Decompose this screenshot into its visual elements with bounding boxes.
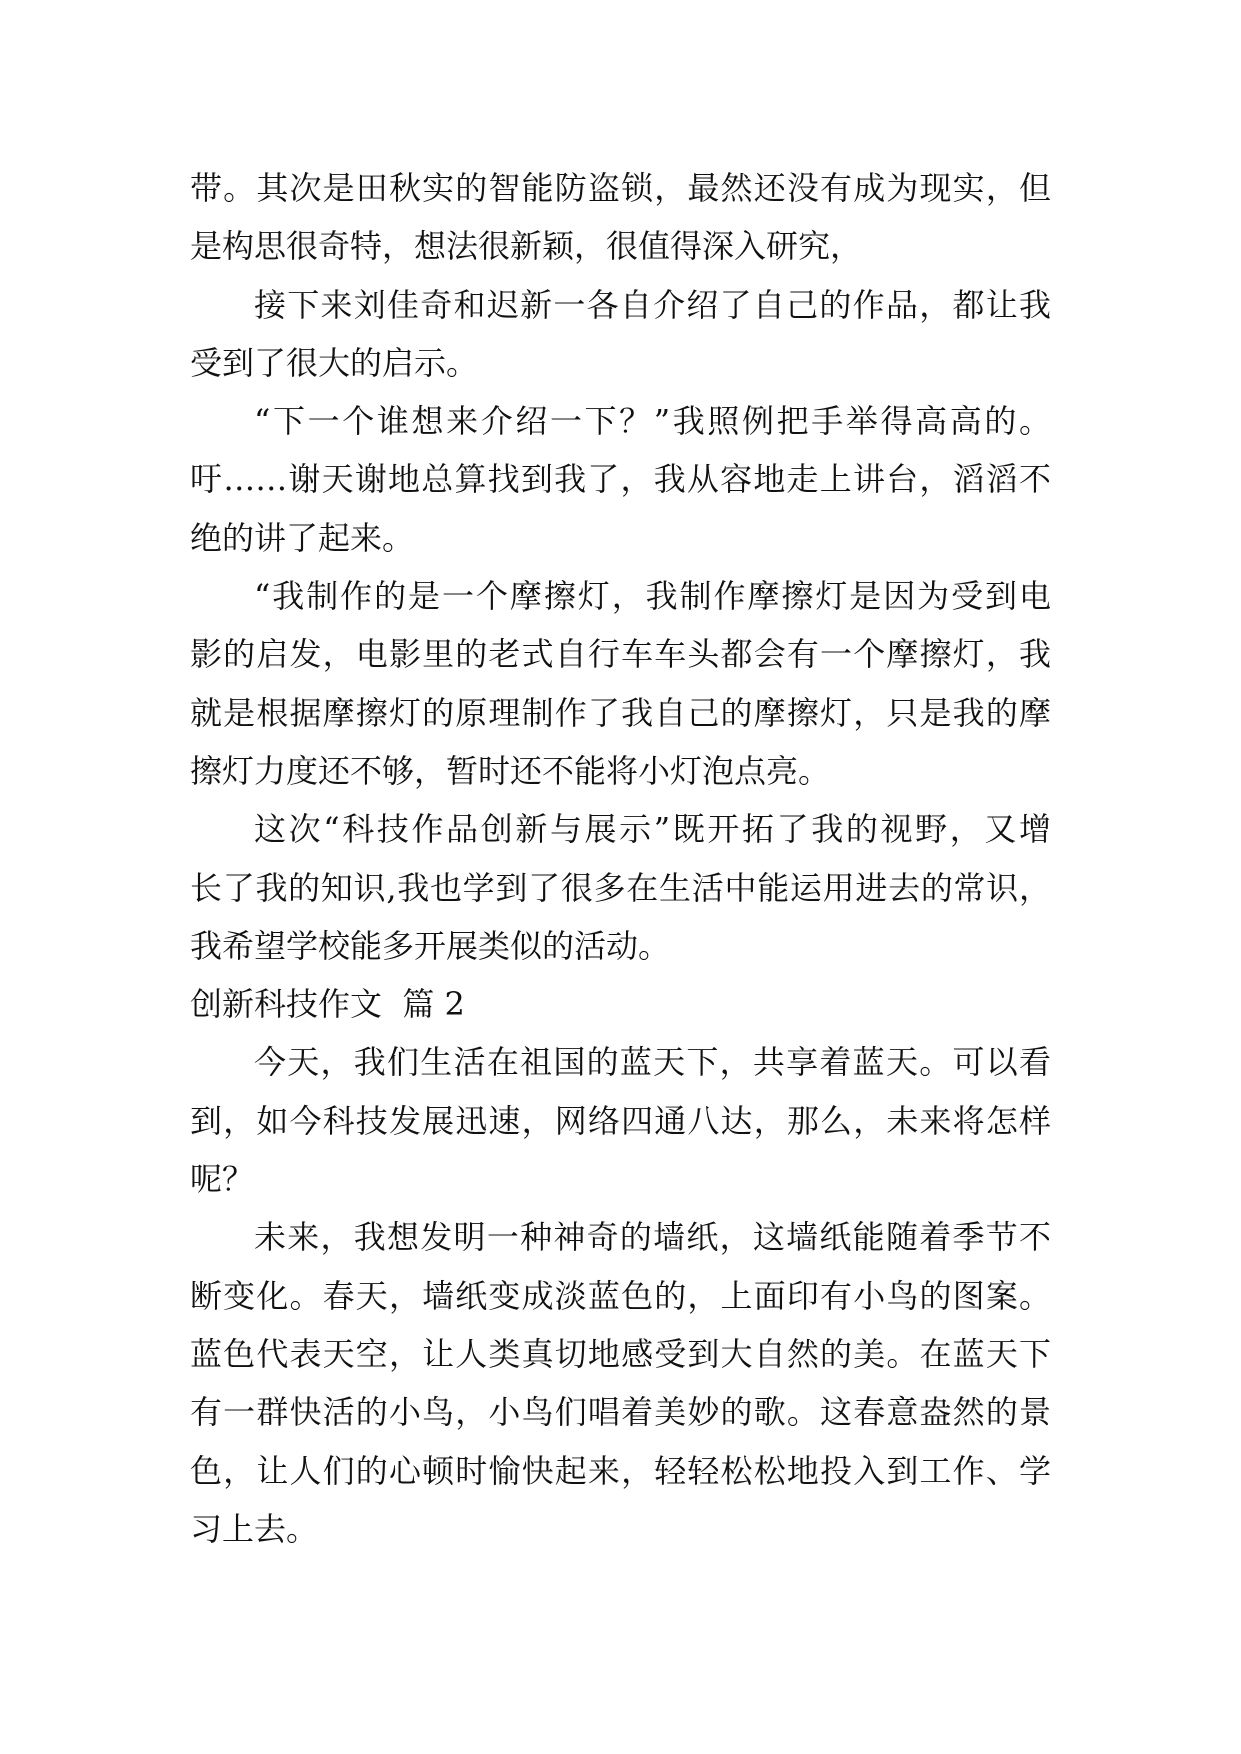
text-line: 带。其次是田秋实的智能防盗锁，最然还没有成为现实，但 — [190, 169, 1051, 207]
paragraph — [190, 392, 1051, 567]
text-line: 习上去。 — [190, 1509, 319, 1548]
text-line: 蓝色代表天空，让人类真切地感受到大自然的美。在蓝天下 — [190, 1334, 1051, 1373]
text-line: 我希望学校能多开展类似的活动。 — [190, 926, 671, 965]
paragraph — [190, 276, 1051, 393]
text-line: 绝的讲了起来。 — [190, 518, 415, 557]
document-body — [190, 159, 1051, 1558]
text-line: 长了我的知识,我也学到了很多在生活中能运用进去的常识， — [190, 868, 1051, 907]
paragraph — [190, 1208, 1051, 1558]
text-line: 这次“科技作品创新与展示”既开拓了我的视野，又增 — [254, 810, 1051, 849]
text-line: 断变化。春天，墙纸变成淡蓝色的，上面印有小鸟的图案。 — [190, 1276, 1051, 1315]
text-line: “我制作的是一个摩擦灯，我制作摩擦灯是因为受到电 — [254, 577, 1051, 616]
section-heading: 创新科技作文 篇 2 — [190, 985, 465, 1024]
text-line: 呢？ — [190, 1160, 255, 1199]
paragraph — [190, 567, 1051, 800]
paragraph — [190, 1033, 1051, 1208]
paragraph — [190, 800, 1051, 975]
text-line: 受到了很大的启示。 — [190, 343, 479, 382]
text-line: 未来，我想发明一种神奇的墙纸，这墙纸能随着季节不 — [254, 1218, 1051, 1257]
text-line: 今天，我们生活在祖国的蓝天下，共享着蓝天。可以看 — [254, 1043, 1051, 1082]
text-line: 到，如今科技发展迅速，网络四通八达，那么，未来将怎样 — [190, 1101, 1051, 1140]
text-line: 色，让人们的心顿时愉快起来，轻轻松松地投入到工作、学 — [190, 1451, 1051, 1490]
text-line: 擦灯力度还不够，暂时还不能将小灯泡点亮。 — [190, 751, 831, 790]
text-line: 吁……谢天谢地总算找到我了，我从容地走上讲台，滔滔不 — [190, 460, 1051, 499]
paragraph — [190, 159, 1051, 276]
text-line: 有一群快活的小鸟，小鸟们唱着美妙的歌。这春意盎然的景 — [190, 1393, 1051, 1432]
text-line: 就是根据摩擦灯的原理制作了我自己的摩擦灯，只是我的摩 — [190, 693, 1051, 732]
text-line: 接下来刘佳奇和迟新一各自介绍了自己的作品，都让我 — [254, 285, 1051, 324]
text-line: “下一个谁想来介绍一下？”我照例把手举得高高的。 — [254, 402, 1051, 441]
text-line: 是构思很奇特，想法很新颖，很值得深入研究， — [190, 227, 863, 266]
text-line: 影的启发，电影里的老式自行车车头都会有一个摩擦灯，我 — [190, 635, 1051, 674]
